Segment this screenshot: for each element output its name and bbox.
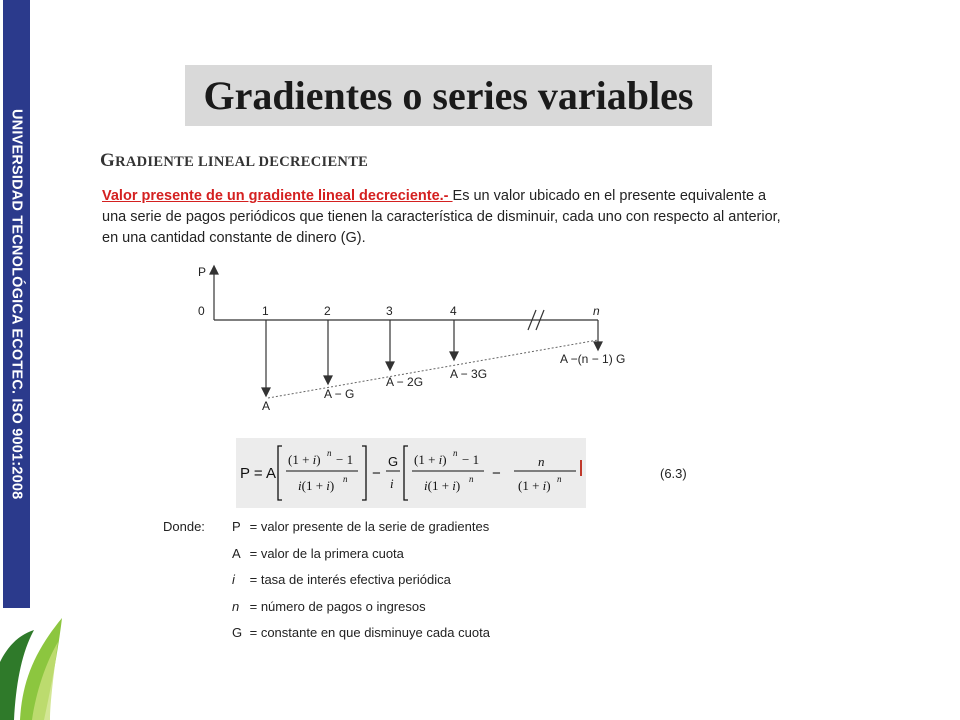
svg-text:G: G (388, 454, 399, 469)
p-axis-arrowhead (210, 266, 218, 274)
slide-title-box (185, 65, 712, 126)
sidebar (0, 0, 64, 720)
axis-p-label: P (198, 265, 207, 279)
definition-row (232, 519, 490, 546)
definition-row (232, 546, 490, 573)
definition-text: = valor presente de la serie de gradientes (249, 519, 490, 534)
definitions-list (232, 519, 490, 652)
svg-text:(1 + i): (1 + i) (288, 452, 321, 467)
subtitle-rest: RADIENTE LINEAL DECRECIENTE (115, 154, 369, 170)
definition-text: = tasa de interés efectiva periódica (249, 572, 451, 587)
definition-text: = constante en que disminuye cada cuota (249, 625, 490, 640)
definition-symbol: P (232, 519, 241, 534)
ecotec-leaf-logo (0, 612, 64, 720)
present-value-formula (236, 438, 586, 508)
period-label: 1 (262, 304, 269, 318)
definition-text: = número de pagos o ingresos (249, 598, 426, 614)
slide-title: Gradientes o series variables (203, 73, 694, 118)
equation-number: (6.3) (660, 466, 687, 481)
donde-label: Donde: (163, 519, 205, 534)
svg-text:i(1 + i): i(1 + i) (424, 478, 461, 493)
payment-label: A −(n − 1) G (560, 352, 626, 366)
payment-label: A − G (324, 387, 355, 401)
period-label: n (593, 304, 600, 318)
definition-symbol: i (232, 572, 235, 587)
svg-text:n: n (557, 474, 562, 484)
payment-arrowhead-4 (450, 352, 458, 360)
svg-text:n: n (538, 454, 545, 469)
svg-text:(1 + i): (1 + i) (518, 478, 551, 493)
cash-flow-diagram (190, 262, 650, 422)
university-name: UNIVERSIDAD TECNOLÓGICA ECOTEC. ISO 9001:2008 (8, 108, 25, 500)
svg-text:P = A: P = A (240, 465, 277, 482)
definition-row (232, 599, 490, 626)
definition-paragraph (102, 186, 792, 249)
axis-zero-label: 0 (198, 304, 205, 318)
trend-line (268, 340, 598, 398)
svg-text:n: n (343, 474, 348, 484)
payment-label: A (262, 399, 271, 413)
period-label: 3 (386, 304, 393, 318)
subtitle-initial: G (100, 150, 116, 171)
payment-arrowhead-n (594, 342, 602, 350)
svg-text:− 1: − 1 (336, 452, 354, 467)
payment-label: A − 3G (450, 367, 488, 381)
definition-row (232, 572, 490, 599)
payment-arrowhead-3 (386, 362, 394, 370)
sidebar-label (3, 0, 30, 608)
svg-text:i(1 + i): i(1 + i) (298, 478, 335, 493)
svg-text:n: n (469, 474, 474, 484)
svg-text:(1 + i): (1 + i) (414, 452, 447, 467)
definition-text: = valor de la primera cuota (249, 545, 404, 561)
svg-text:n: n (453, 448, 458, 458)
svg-text:−: − (372, 465, 381, 482)
svg-text:−: − (492, 465, 501, 482)
svg-text:n: n (327, 448, 332, 458)
svg-text:− 1: − 1 (462, 452, 480, 467)
definition-row (232, 625, 490, 652)
payment-label: A − 2G (386, 375, 424, 389)
section-subtitle (100, 150, 368, 172)
svg-text:i: i (390, 476, 394, 491)
payment-arrowhead-2 (324, 376, 332, 384)
payment-arrowhead-1 (262, 388, 270, 396)
definition-symbol: G (232, 625, 243, 640)
definition-symbol: A (232, 545, 241, 561)
period-label: 4 (450, 304, 457, 318)
definition-symbol: n (232, 598, 240, 614)
paragraph-highlight: Valor presente de un gradiente lineal decreciente.- (102, 188, 453, 204)
period-label: 2 (324, 304, 331, 318)
paragraph-text: Es un valor ubicado en el presente equivalente a una serie de pagos periódicos que tienen la característica de disminuir, cada uno con respecto al anterior, en una cantidad constante de dinero (G). (102, 188, 781, 246)
